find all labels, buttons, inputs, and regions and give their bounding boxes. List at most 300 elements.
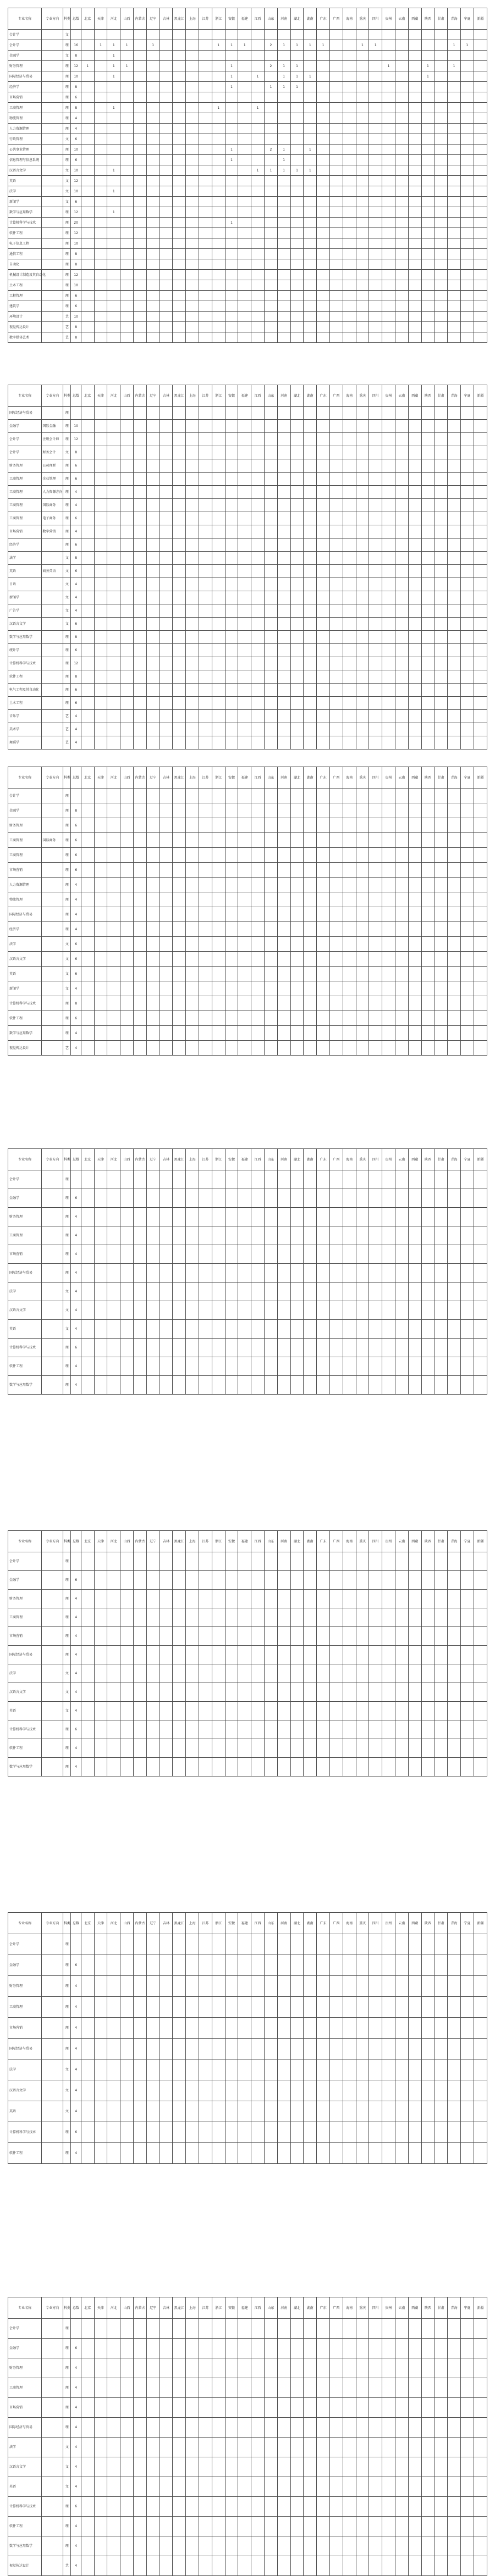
quota-cell <box>408 2398 421 2418</box>
quota-cell <box>408 301 421 312</box>
quota-cell <box>435 1339 448 1357</box>
quota-cell <box>329 644 343 657</box>
column-header: 四川 <box>369 8 382 30</box>
quota-cell <box>369 134 382 145</box>
column-header: 西藏 <box>408 1149 421 1170</box>
quota-cell <box>264 2080 277 2101</box>
quota-cell <box>448 1320 461 1339</box>
quota-cell <box>290 1571 304 1590</box>
quota-cell <box>474 604 487 618</box>
quota-cell <box>421 30 435 40</box>
quota-cell <box>421 937 435 952</box>
quota-cell <box>94 407 107 420</box>
quota-cell <box>238 697 251 710</box>
quota-cell: 理 <box>63 433 71 446</box>
quota-cell <box>81 2517 94 2536</box>
quota-cell <box>264 124 277 134</box>
quota-cell <box>356 1646 369 1664</box>
quota-cell: 8 <box>71 51 81 61</box>
quota-cell <box>343 51 356 61</box>
quota-cell <box>395 2477 408 2497</box>
quota-cell <box>382 30 395 40</box>
quota-cell <box>290 2497 304 2517</box>
quota-cell <box>251 1571 265 1590</box>
quota-cell <box>264 565 277 578</box>
quota-cell <box>225 736 238 750</box>
quota-cell <box>238 2039 251 2059</box>
quota-cell <box>356 71 369 82</box>
quota-cell <box>435 1376 448 1395</box>
quota-cell <box>81 1758 94 1776</box>
column-header: 山西 <box>120 1913 134 1934</box>
quota-cell <box>251 952 265 967</box>
quota-cell: 6 <box>71 1571 81 1590</box>
quota-cell <box>408 922 421 937</box>
quota-cell <box>343 2438 356 2457</box>
quota-cell <box>369 1357 382 1376</box>
quota-cell <box>329 618 343 631</box>
quota-cell <box>448 2457 461 2477</box>
quota-cell <box>251 433 265 446</box>
quota-cell <box>435 270 448 280</box>
quota-cell <box>421 1627 435 1646</box>
quota-cell <box>290 1720 304 1739</box>
quota-cell <box>199 145 212 155</box>
quota-cell <box>134 2398 147 2418</box>
quota-cell <box>173 1646 186 1664</box>
quota-cell <box>290 1702 304 1720</box>
quota-cell <box>146 2018 160 2039</box>
quota-cell <box>356 684 369 697</box>
quota-cell <box>343 803 356 818</box>
table-row <box>8 1739 487 1758</box>
quota-cell <box>199 2477 212 2497</box>
quota-cell <box>369 2059 382 2080</box>
quota-cell: 理 <box>63 238 71 249</box>
quota-cell <box>329 1552 343 1571</box>
quota-cell <box>290 2122 304 2143</box>
quota-cell <box>290 433 304 446</box>
column-header: 湖南 <box>304 8 317 30</box>
quota-cell <box>264 723 277 736</box>
quota-cell <box>277 259 290 270</box>
quota-cell <box>199 1041 212 1056</box>
quota-cell <box>81 259 94 270</box>
quota-cell <box>448 291 461 301</box>
quota-cell <box>395 1339 408 1357</box>
quota-cell <box>120 848 134 863</box>
table-row <box>8 312 487 322</box>
quota-cell <box>212 863 225 878</box>
column-header: 安徽 <box>225 2297 238 2319</box>
quota-cell <box>395 1683 408 1702</box>
quota-cell <box>120 145 134 155</box>
quota-cell <box>264 259 277 270</box>
quota-cell <box>369 604 382 618</box>
quota-cell <box>356 433 369 446</box>
quota-cell <box>81 967 94 981</box>
quota-cell <box>343 197 356 207</box>
quota-cell <box>421 2556 435 2576</box>
quota-cell <box>199 1320 212 1339</box>
quota-cell <box>448 1170 461 1189</box>
quota-cell: 8 <box>71 82 81 92</box>
quota-cell <box>343 1170 356 1189</box>
quota-cell <box>199 2319 212 2339</box>
quota-cell <box>290 459 304 473</box>
quota-cell <box>146 145 160 155</box>
column-header: 科类 <box>63 2297 71 2319</box>
column-header: 吉林 <box>160 8 173 30</box>
quota-cell <box>448 1955 461 1976</box>
quota-cell <box>173 332 186 343</box>
quota-cell <box>146 1320 160 1339</box>
quota-cell <box>212 71 225 82</box>
quota-cell <box>146 2536 160 2556</box>
quota-cell <box>134 631 147 644</box>
major-name-cell: 金融学 <box>8 420 42 433</box>
quota-cell <box>212 1208 225 1226</box>
quota-cell <box>435 922 448 937</box>
quota-cell <box>81 207 94 218</box>
quota-cell <box>317 1683 330 1702</box>
table-row <box>8 803 487 818</box>
quota-cell: 4 <box>71 2457 81 2477</box>
quota-cell <box>474 322 487 332</box>
quota-cell <box>474 981 487 996</box>
quota-cell <box>304 848 317 863</box>
quota-cell <box>134 1608 147 1627</box>
quota-cell <box>408 1376 421 1395</box>
quota-cell <box>395 1739 408 1758</box>
quota-cell <box>317 1320 330 1339</box>
quota-cell <box>94 1646 107 1664</box>
quota-cell: 理 <box>63 848 71 863</box>
quota-cell <box>395 848 408 863</box>
quota-cell <box>317 996 330 1011</box>
quota-cell <box>408 499 421 512</box>
quota-cell <box>160 848 173 863</box>
quota-cell <box>212 1339 225 1357</box>
quota-cell <box>421 270 435 280</box>
major-name-cell: 法学 <box>8 937 42 952</box>
quota-cell: 理 <box>63 538 71 552</box>
quota-cell <box>329 82 343 92</box>
quota-cell <box>435 486 448 499</box>
quota-cell <box>238 710 251 723</box>
quota-cell <box>160 407 173 420</box>
quota-cell <box>81 578 94 591</box>
column-header: 科类 <box>63 8 71 30</box>
quota-cell <box>329 1026 343 1041</box>
quota-cell <box>146 922 160 937</box>
quota-cell <box>238 103 251 113</box>
quota-cell <box>329 1758 343 1776</box>
column-header: 内蒙古 <box>134 1913 147 1934</box>
quota-cell <box>343 512 356 525</box>
major-name-cell: 法学 <box>8 552 42 565</box>
quota-cell <box>264 1170 277 1189</box>
quota-cell <box>421 2039 435 2059</box>
quota-cell <box>264 51 277 61</box>
quota-cell <box>264 446 277 459</box>
column-header: 甘肃 <box>435 385 448 407</box>
quota-cell <box>160 670 173 684</box>
quota-cell <box>369 2536 382 2556</box>
major-name-cell: 市场营销 <box>8 92 42 103</box>
quota-cell <box>329 1208 343 1226</box>
quota-cell <box>277 892 290 907</box>
quota-cell <box>435 2122 448 2143</box>
quota-cell <box>212 238 225 249</box>
quota-cell <box>304 459 317 473</box>
quota-cell <box>277 618 290 631</box>
direction-cell <box>42 591 63 604</box>
quota-cell <box>290 736 304 750</box>
quota-cell <box>408 51 421 61</box>
column-header: 湖南 <box>304 1913 317 1934</box>
table-row <box>8 322 487 332</box>
quota-cell <box>94 2457 107 2477</box>
quota-cell <box>212 124 225 134</box>
quota-cell <box>277 1189 290 1208</box>
quota-cell <box>107 332 120 343</box>
quota-cell <box>474 1552 487 1571</box>
direction-cell <box>42 1997 63 2018</box>
quota-cell <box>343 486 356 499</box>
quota-cell <box>251 499 265 512</box>
quota-cell <box>460 332 474 343</box>
quota-cell <box>304 2039 317 2059</box>
quota-cell <box>343 186 356 197</box>
quota-cell <box>474 1934 487 1955</box>
quota-cell <box>173 2536 186 2556</box>
quota-cell <box>343 1301 356 1320</box>
quota-cell <box>460 145 474 155</box>
quota-cell <box>107 631 120 644</box>
quota-cell <box>238 1627 251 1646</box>
quota-cell <box>317 103 330 113</box>
quota-cell <box>382 486 395 499</box>
quota-cell <box>448 280 461 291</box>
quota-cell <box>317 1208 330 1226</box>
major-name-cell: 新闻学 <box>8 591 42 604</box>
major-name-cell: 工商管理 <box>8 473 42 486</box>
quota-cell <box>120 604 134 618</box>
quota-cell <box>382 1026 395 1041</box>
column-header: 科类 <box>63 1149 71 1170</box>
direction-cell <box>42 657 63 670</box>
quota-cell <box>448 228 461 238</box>
column-header: 河北 <box>107 8 120 30</box>
quota-cell <box>186 1245 199 1264</box>
quota-cell <box>81 2080 94 2101</box>
quota-cell <box>173 433 186 446</box>
quota-cell <box>94 710 107 723</box>
quota-cell <box>134 186 147 197</box>
quota-cell <box>304 525 317 538</box>
quota-cell <box>356 113 369 124</box>
quota-cell <box>421 878 435 892</box>
quota-cell <box>186 2378 199 2398</box>
quota-cell: 理 <box>63 1552 71 1571</box>
quota-cell <box>212 723 225 736</box>
quota-cell <box>199 2059 212 2080</box>
quota-cell <box>186 723 199 736</box>
column-header: 湖南 <box>304 385 317 407</box>
quota-cell <box>173 736 186 750</box>
quota-cell <box>304 280 317 291</box>
quota-cell <box>304 578 317 591</box>
quota-cell <box>277 604 290 618</box>
quota-cell <box>238 186 251 197</box>
quota-cell <box>199 1226 212 1245</box>
quota-cell <box>356 892 369 907</box>
quota-cell <box>474 124 487 134</box>
quota-cell <box>251 155 265 165</box>
quota-cell <box>448 863 461 878</box>
quota-cell <box>369 684 382 697</box>
quota-cell <box>264 937 277 952</box>
quota-cell <box>160 2319 173 2339</box>
quota-cell <box>474 499 487 512</box>
quota-cell <box>146 291 160 301</box>
quota-cell <box>448 134 461 145</box>
major-name-cell: 会计学 <box>8 40 42 51</box>
quota-cell <box>251 82 265 92</box>
quota-cell <box>421 1590 435 1608</box>
quota-cell: 1 <box>304 71 317 82</box>
quota-cell <box>251 1170 265 1189</box>
quota-cell <box>329 1664 343 1683</box>
quota-cell <box>81 165 94 176</box>
quota-cell <box>435 459 448 473</box>
quota-cell <box>160 2378 173 2398</box>
major-name-cell: 英语 <box>8 1320 42 1339</box>
quota-cell <box>343 2457 356 2477</box>
quota-cell <box>225 2378 238 2398</box>
major-name-cell: 国际经济与贸易 <box>8 2418 42 2438</box>
quota-cell <box>107 2143 120 2164</box>
quota-cell: 6 <box>71 1011 81 1026</box>
quota-cell <box>199 459 212 473</box>
quota-cell <box>474 61 487 71</box>
major-name-cell: 数字媒体艺术 <box>8 332 42 343</box>
quota-cell <box>160 176 173 186</box>
quota-cell <box>421 723 435 736</box>
quota-cell <box>343 2018 356 2039</box>
quota-cell <box>107 499 120 512</box>
quota-cell <box>81 644 94 657</box>
direction-cell <box>42 1041 63 1056</box>
quota-cell <box>146 1702 160 1720</box>
table-row <box>8 420 487 433</box>
quota-cell <box>81 40 94 51</box>
enrollment-table <box>8 1530 487 1776</box>
quota-cell <box>186 1627 199 1646</box>
direction-cell: 电子商务 <box>42 512 63 525</box>
quota-cell: 1 <box>107 207 120 218</box>
quota-cell <box>317 538 330 552</box>
quota-cell <box>474 1702 487 1720</box>
quota-cell <box>94 2556 107 2576</box>
quota-cell <box>290 1301 304 1320</box>
quota-cell <box>94 907 107 922</box>
column-header: 安徽 <box>225 385 238 407</box>
major-name-cell: 会计学 <box>8 1934 42 1955</box>
direction-cell <box>42 92 63 103</box>
direction-cell <box>42 176 63 186</box>
quota-cell <box>460 1041 474 1056</box>
quota-cell <box>199 420 212 433</box>
quota-cell <box>408 1758 421 1776</box>
quota-cell <box>474 618 487 631</box>
column-header: 专业方向 <box>42 8 63 30</box>
direction-cell <box>42 1245 63 1264</box>
quota-cell <box>369 2039 382 2059</box>
quota-cell <box>238 459 251 473</box>
quota-cell <box>421 197 435 207</box>
quota-cell <box>146 197 160 207</box>
quota-cell: 理 <box>63 907 71 922</box>
quota-cell <box>343 1357 356 1376</box>
quota-cell <box>356 473 369 486</box>
quota-cell <box>408 604 421 618</box>
quota-cell <box>186 103 199 113</box>
quota-cell <box>120 952 134 967</box>
quota-cell <box>421 2122 435 2143</box>
quota-cell <box>94 618 107 631</box>
quota-cell: 艺 <box>63 723 71 736</box>
column-header: 河北 <box>107 1149 120 1170</box>
quota-cell <box>290 937 304 952</box>
quota-cell <box>474 1208 487 1226</box>
quota-cell <box>225 2556 238 2576</box>
quota-cell <box>107 407 120 420</box>
quota-cell <box>382 165 395 176</box>
quota-cell <box>395 604 408 618</box>
quota-cell <box>264 71 277 82</box>
quota-cell <box>474 697 487 710</box>
quota-cell <box>382 1646 395 1664</box>
quota-cell <box>356 878 369 892</box>
quota-cell <box>329 2477 343 2497</box>
quota-cell <box>408 1702 421 1720</box>
quota-cell <box>134 2517 147 2536</box>
quota-cell: 8 <box>71 552 81 565</box>
quota-cell <box>408 459 421 473</box>
quota-cell: 理 <box>63 2039 71 2059</box>
table-row <box>8 922 487 937</box>
quota-cell <box>421 967 435 981</box>
quota-cell <box>474 103 487 113</box>
quota-cell <box>460 2477 474 2497</box>
quota-cell <box>304 552 317 565</box>
quota-cell <box>81 82 94 92</box>
quota-cell <box>238 892 251 907</box>
column-header: 上海 <box>186 767 199 789</box>
quota-cell <box>212 1357 225 1376</box>
quota-cell <box>134 2122 147 2143</box>
quota-cell <box>290 2556 304 2576</box>
quota-cell <box>186 486 199 499</box>
major-name-cell: 信息管理与信息系统 <box>8 155 42 165</box>
quota-cell <box>212 2319 225 2339</box>
quota-cell: 理 <box>63 2378 71 2398</box>
quota-cell <box>107 1934 120 1955</box>
quota-cell <box>356 1376 369 1395</box>
quota-cell <box>160 604 173 618</box>
